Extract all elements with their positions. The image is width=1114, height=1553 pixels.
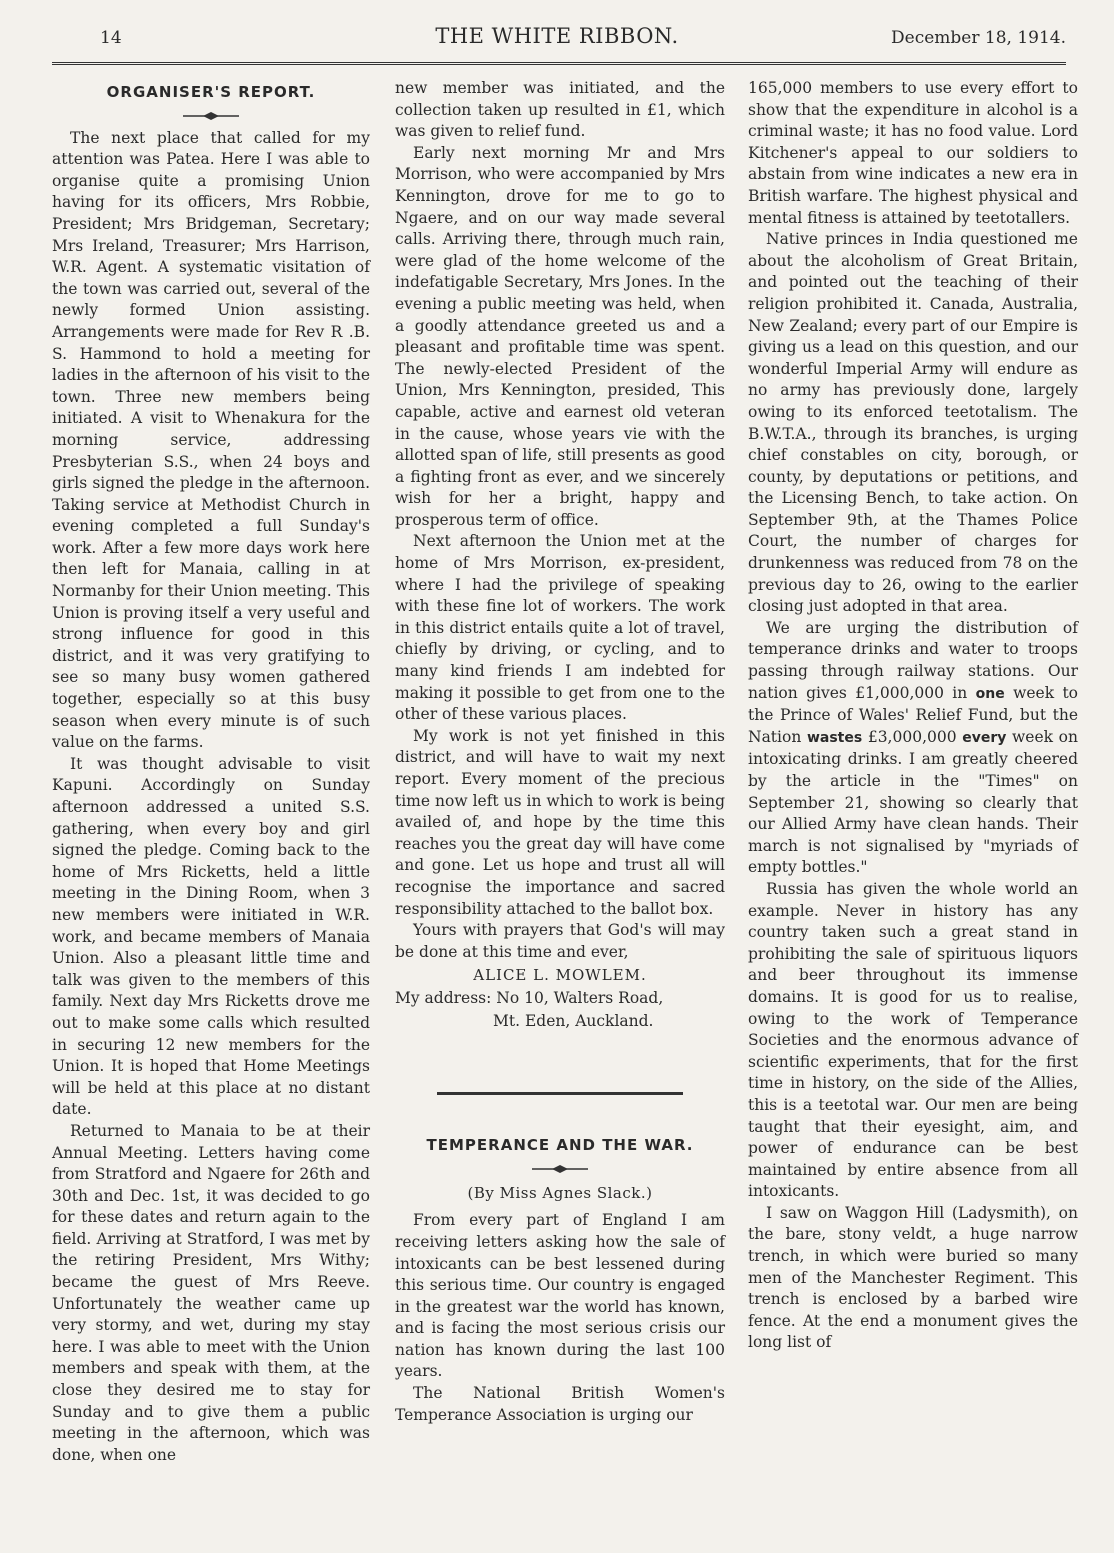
report-paragraph: Yours with prayers that God's will may be done at this time and ever, [395,921,725,961]
header-rule [52,62,1066,65]
emphasis-wastes: wastes [806,729,863,746]
report-signature: ALICE L. MOWLEM. [473,966,647,985]
report-title: ORGANISER'S REPORT. [106,83,316,101]
publication-title: THE WHITE RIBBON. [435,24,679,48]
text-run: £3,000,000 [862,727,963,746]
report-paragraph: Next afternoon the Union met at the home of Mrs Morrison, ex-president, where I had the privilege of speaking with these fine lot of workers. The work in this district entails quite a lot of travel, chiefly by driving, or cycling, and to many kind friends I am indebted for making it possible to get from one to the other of these various places. [395,532,725,724]
ornament-divider [395,1159,725,1175]
temperance-title: TEMPERANCE AND THE WAR. [426,1136,694,1155]
report-paragraph: It was thought advisable to visit Kapuni. Accordingly on Sunday afternoon addressed a united S.S. gathering, when every boy and girl signed the pledge. Coming back to the home of Mrs Ricketts, held a little meeting in the Dining Room, when 3 new members were initiated in W.R. work, and became members of Manaia Union. Also a pleasant little time and talk was given to the members of this family. Next day Mrs Ricketts drove me out to make some calls which resulted in securing 12 new members for the Union. It is hoped that Home Meetings will be held at this place at no distant date. [52,754,370,1119]
page-number: 14 [100,28,122,48]
report-paragraph: My work is not yet finished in this district, and will have to wait my next report. Every moment of the precious time now left us in which to work is being availed of, and hope by the time this reaches you the great day will have come and gone. Let us hope and trust all will recognise the importance and sacred responsibility attached to the ballot box. [395,726,725,918]
emphasis-every: every [962,729,1007,746]
column-3 [748,78,1078,1354]
temperance-byline: (By Miss Agnes Slack.) [467,1183,653,1202]
emphasis-one: one [975,685,1005,702]
report-address-city: Mt. Eden, Auckland. [493,1011,654,1030]
report-paragraph: Returned to Manaia to be at their Annual Meeting. Letters having come from Stratford and Ngaere for 26th and 30th and Dec. 1st, it was decided to go for these dates and return again to the field. Arriving at Stratford, I was met by the retiring President, Mrs Withy; became the guest of Mrs Reeve. Unfortunately the weather came up very stormy, and wet, during my stay here. I was able to meet with the Union members and speak with them, at the close they desired me to stay for Sunday and to give them a public meeting in the afternoon, which was done, when one [52,1121,370,1464]
column-2 [395,78,725,1426]
temperance-paragraph: I saw on Waggon Hill (Ladysmith), on the bare, stony veldt, a huge narrow trench, in which were buried so many men of the Manchester Regiment. This trench is enclosed by a barbed wire fence. At the end a monument gives the long list of [748,1203,1078,1352]
text-run: We are urging the distribution of temperance drinks and water to troops passing through railway stations. Our nation gives £1,000,000 in [748,618,1078,702]
temperance-paragraph: Russia has given the whole world an example. Never in history has any country taken such a great stand in prohibiting the sale of spirituous liquors and beer throughout its immense domains. It is good for us to realise, owing to the work of Temperance Societies and the enormous advance of scientific experiments, that for the first time in history, on the side of the Allies, this is a teetotal war. Our men are being taught that their eyesight, aim, and power of endurance can be best maintained by entire absence from all intoxicants. [748,879,1078,1201]
temperance-paragraph: From every part of England I am receiving letters asking how the sale of intoxicants can be best lessened during this serious time. Our country is engaged in the greatest war the world has known, and is facing the most serious crisis our nation has known during the last 100 years. [395,1211,725,1381]
ornament-divider [52,106,370,122]
text-run: week to the Prince of Wales' Relief Fund, but the Nation [748,683,1079,746]
temperance-paragraph: Native princes in India questioned me about the alcoholism of Great Britain, and pointed out the teaching of their religion prohibited it. Canada, Australia, New Zealand; every part of our Empire is giving us a lead on this question, and our wonderful Imperial Army will endure as no army has previously done, largely owing to its enforced teetotalism. The B.W.T.A., through its branches, is urging chief constables on city, borough, or county, by deputations or petitions, and the Licensing Bench, to take action. On September 9th, at the Thames Police Court, the number of charges for drunkenness was reduced from 78 on the previous day to 26, owing to the earlier closing just adopted in that area. [748,230,1078,616]
report-address: My address: No 10, Walters Road, [395,988,664,1007]
text-run: week on intoxicating drinks. I am greatly cheered by the article in the "Times" on September 21, showing so clearly that our Allied Army have clean hands. Their march is not signalised by "myriads of empty bottles." [748,727,1078,877]
report-paragraph: new member was initiated, and the collection taken up resulted in £1, which was given to relief fund. [395,79,725,141]
column-1 [52,78,370,1466]
page-header [48,24,1066,58]
report-paragraph: The next place that called for my attention was Patea. Here I was able to organise quite a promising Union having for its officers, Mrs Robbie, President; Mrs Bridgeman, Secretary; Mrs Ireland, Treasurer; Mrs Harrison, W.R. Agent. A systematic visitation of the town was carried out, several of the newly formed Union assisting. Arrangements were made for Rev R .B. S. Hammond to hold a meeting for ladies in the afternoon of his visit to the town. Three new members being initiated. A visit to Whenakura for the morning service, addressing Presbyterian S.S., when 24 boys and girls signed the pledge in the afternoon. Taking service at Methodist Church in evening completed a full Sunday's work. After a few more days work here then left for Manaia, calling in at Normanby for their Union meeting. This Union is proving itself a very useful and strong influence for good in this district, and it was very gratifying to see so many busy women gathered together, especially so at this busy season when every minute is of such value on the farms. [52,128,370,752]
report-paragraph: Early next morning Mr and Mrs Morrison, who were accompanied by Mrs Kennington, drove for me to go to Ngaere, and on our way made several calls. Arriving there, through much rain, were glad of the home welcome of the indefatigable Secretary, Mrs Jones. In the evening a public meeting was held, when a goodly attendance greeted us and a pleasant and profitable time was spent. The newly-elected President of the Union, Mrs Kennington, presided, This capable, active and earnest old veteran in the cause, whose years vie with the allotted span of life, still presents as good a fighting front as ever, and we sincerely wish for her a bright, happy and prosperous term of office. [395,143,725,529]
issue-date: December 18, 1914. [891,28,1066,48]
temperance-paragraph [748,618,1078,879]
temperance-paragraph: 165,000 members to use every effort to show that the expenditure in alcohol is a criminal waste; it has no food value. Lord Kitchener's appeal to our soldiers to abstain from wine indicates a new era in British warfare. The highest physical and mental fitness is attained by teetotallers. [748,79,1078,227]
section-separator [437,1092,683,1095]
temperance-paragraph: The National British Women's Temperance Association is urging our [395,1384,725,1424]
